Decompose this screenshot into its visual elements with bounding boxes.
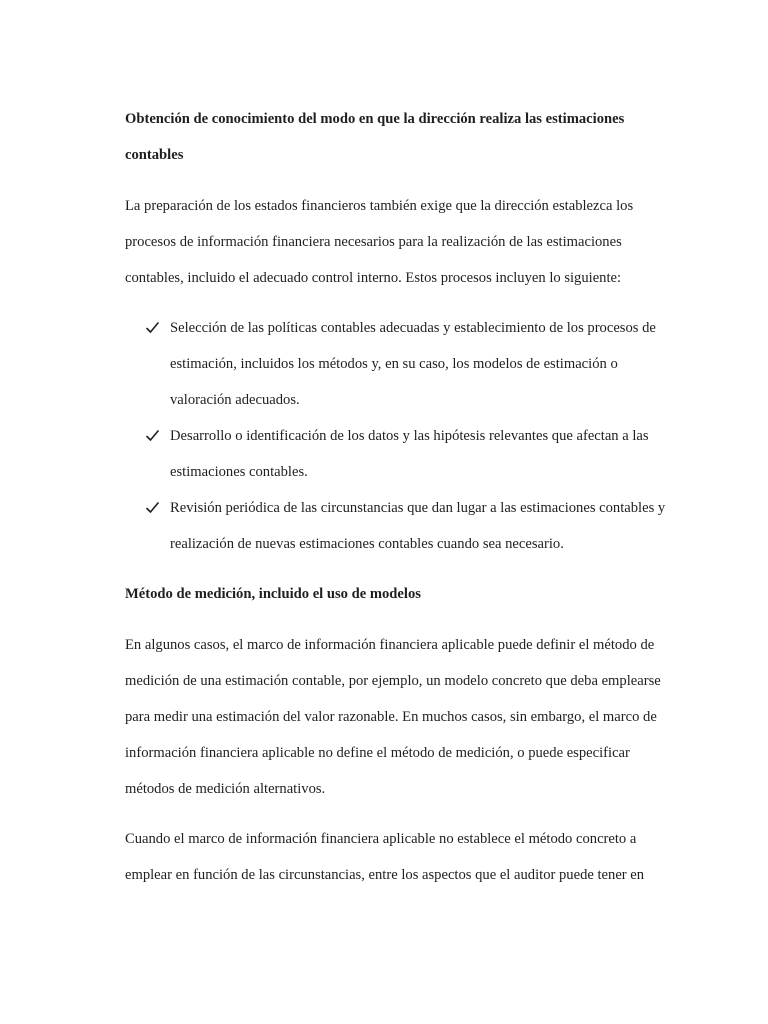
medicion-paragraph-2 (125, 821, 665, 893)
list-item (146, 418, 666, 490)
paragraph-text: La preparación de los estados financieros también exige que la dirección establezca los procesos de información financiera necesarios para la realización de las estimaciones contables, incluido el adecuado control interno. Estos procesos incluyen lo siguiente: (125, 198, 634, 286)
paragraph-text: En algunos casos, el marco de información financiera aplicable puede definir el método de medición de una estimación contable, por ejemplo, un modelo concreto que deba emplearse para medir una estimación del valor razonable. En muchos casos, sin embargo, el marco de información financiera aplicable no define el método de medición, o puede especificar métodos de medición alternativos. (125, 637, 661, 797)
section-heading-estimaciones (125, 101, 665, 173)
heading-text: Método de medición, incluido el uso de modelos (125, 586, 421, 602)
list-item-text: Desarrollo o identificación de los datos y las hipótesis relevantes que afectan a las estimaciones contables. (170, 428, 649, 480)
check-icon (146, 310, 162, 346)
process-list (146, 310, 666, 562)
medicion-paragraph-1 (125, 627, 665, 807)
check-icon (146, 490, 162, 526)
list-item (146, 490, 666, 562)
check-icon (146, 418, 162, 454)
list-item-text: Selección de las políticas contables adecuadas y establecimiento de los procesos de estimación, incluidos los métodos y, en su caso, los modelos de estimación o valoración adecuados. (170, 320, 656, 408)
list-item (146, 310, 666, 418)
heading-text: Obtención de conocimiento del modo en que la dirección realiza las estimaciones contables (125, 111, 625, 163)
section-heading-medicion (125, 576, 665, 612)
list-item-text: Revisión periódica de las circunstancias que dan lugar a las estimaciones contables y realización de nuevas estimaciones contables cuando sea necesario. (170, 500, 666, 552)
paragraph-text: Cuando el marco de información financiera aplicable no establece el método concreto a emplear en función de las circunstancias, entre los aspectos que el auditor puede tener en (125, 831, 645, 883)
intro-paragraph (125, 188, 665, 296)
